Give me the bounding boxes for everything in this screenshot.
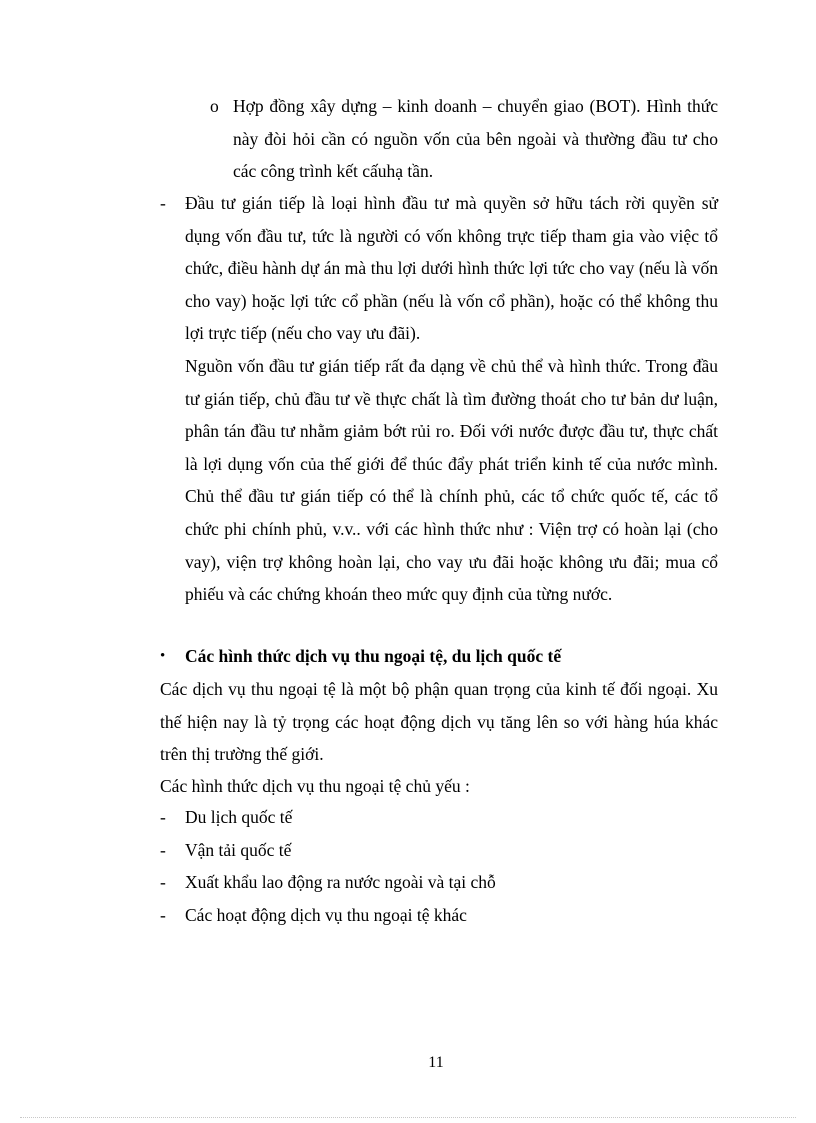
indirect-investment-paragraph: Nguồn vốn đầu tư gián tiếp rất đa dạng về chủ thể và hình thức. Trong đầu tư gián tiếp, chủ đầu tư về thực chất là tìm đường thoát cho tư bản dư luận, phân tán đầu tư nhằm giảm bớt rủi ro. Đối với nước được đầu tư, thực chất là lợi dụng vốn của thế giới để thúc đẩy phát triển kinh tế của nước mình. Chủ thể đầu tư gián tiếp có thể là chính phủ, các tổ chức quốc tế, các tổ chức phi chính phủ, v.v.. với các hình thức như : Viện trợ có hoàn lại (cho vay), viện trợ không hoàn lại, cho vay ưu đãi hoặc không ưu đãi; mua cổ phiếu và các chứng khoán theo mức quy định của từng nước. bbox=[185, 356, 718, 605]
list-item: Du lịch quốc tế bbox=[185, 807, 293, 827]
indirect-investment-item: Đầu tư gián tiếp là loại hình đầu tư mà quyền sở hữu tách rời quyền sử dụng vốn đầu tư, tức là người có vốn không trực tiếp tham gia vào việc tổ chức, điều hành dự án mà thu lợi dưới hình thức lợi tức cho vay (nếu là vốn cho vay) hoặc lợi tức cổ phần (nếu là vốn cổ phần), hoặc có thể không thu lợi trực tiếp (nếu cho vay ưu đãi). bbox=[185, 193, 718, 344]
bot-item-text: Hợp đồng xây dựng – kinh doanh – chuyển giao (BOT). Hình thức này đòi hỏi cần có nguồn vốn của bên ngoài và thường đầu tư cho các công trình kết cấuhạ tần. bbox=[233, 96, 718, 182]
dash-bullet: - bbox=[160, 193, 166, 213]
section-heading: Các hình thức dịch vụ thu ngoại tệ, du lịch quốc tế bbox=[185, 646, 562, 666]
list-item: Xuất khẩu lao động ra nước ngoài và tại chỗ bbox=[185, 872, 496, 892]
list-item: Vận tải quốc tế bbox=[185, 840, 292, 860]
round-bullet: • bbox=[160, 648, 166, 664]
forms-intro: Các hình thức dịch vụ thu ngoại tệ chủ yếu : bbox=[160, 776, 470, 796]
dash-bullet: - bbox=[160, 872, 166, 892]
page-number: 11 bbox=[428, 1054, 444, 1071]
page-bottom-border bbox=[20, 1117, 796, 1118]
dash-bullet: - bbox=[160, 807, 166, 827]
list-item: Các hoạt động dịch vụ thu ngoại tệ khác bbox=[185, 905, 467, 925]
circle-bullet: o bbox=[210, 96, 219, 116]
dash-bullet: - bbox=[160, 905, 166, 925]
section-paragraph: Các dịch vụ thu ngoại tệ là một bộ phận quan trọng của kinh tế đối ngoại. Xu thế hiện nay là tỷ trọng các hoạt động dịch vụ tăng lên so với hàng húa khác trên thị trường thế giới. bbox=[160, 679, 718, 765]
dash-bullet: - bbox=[160, 840, 166, 860]
